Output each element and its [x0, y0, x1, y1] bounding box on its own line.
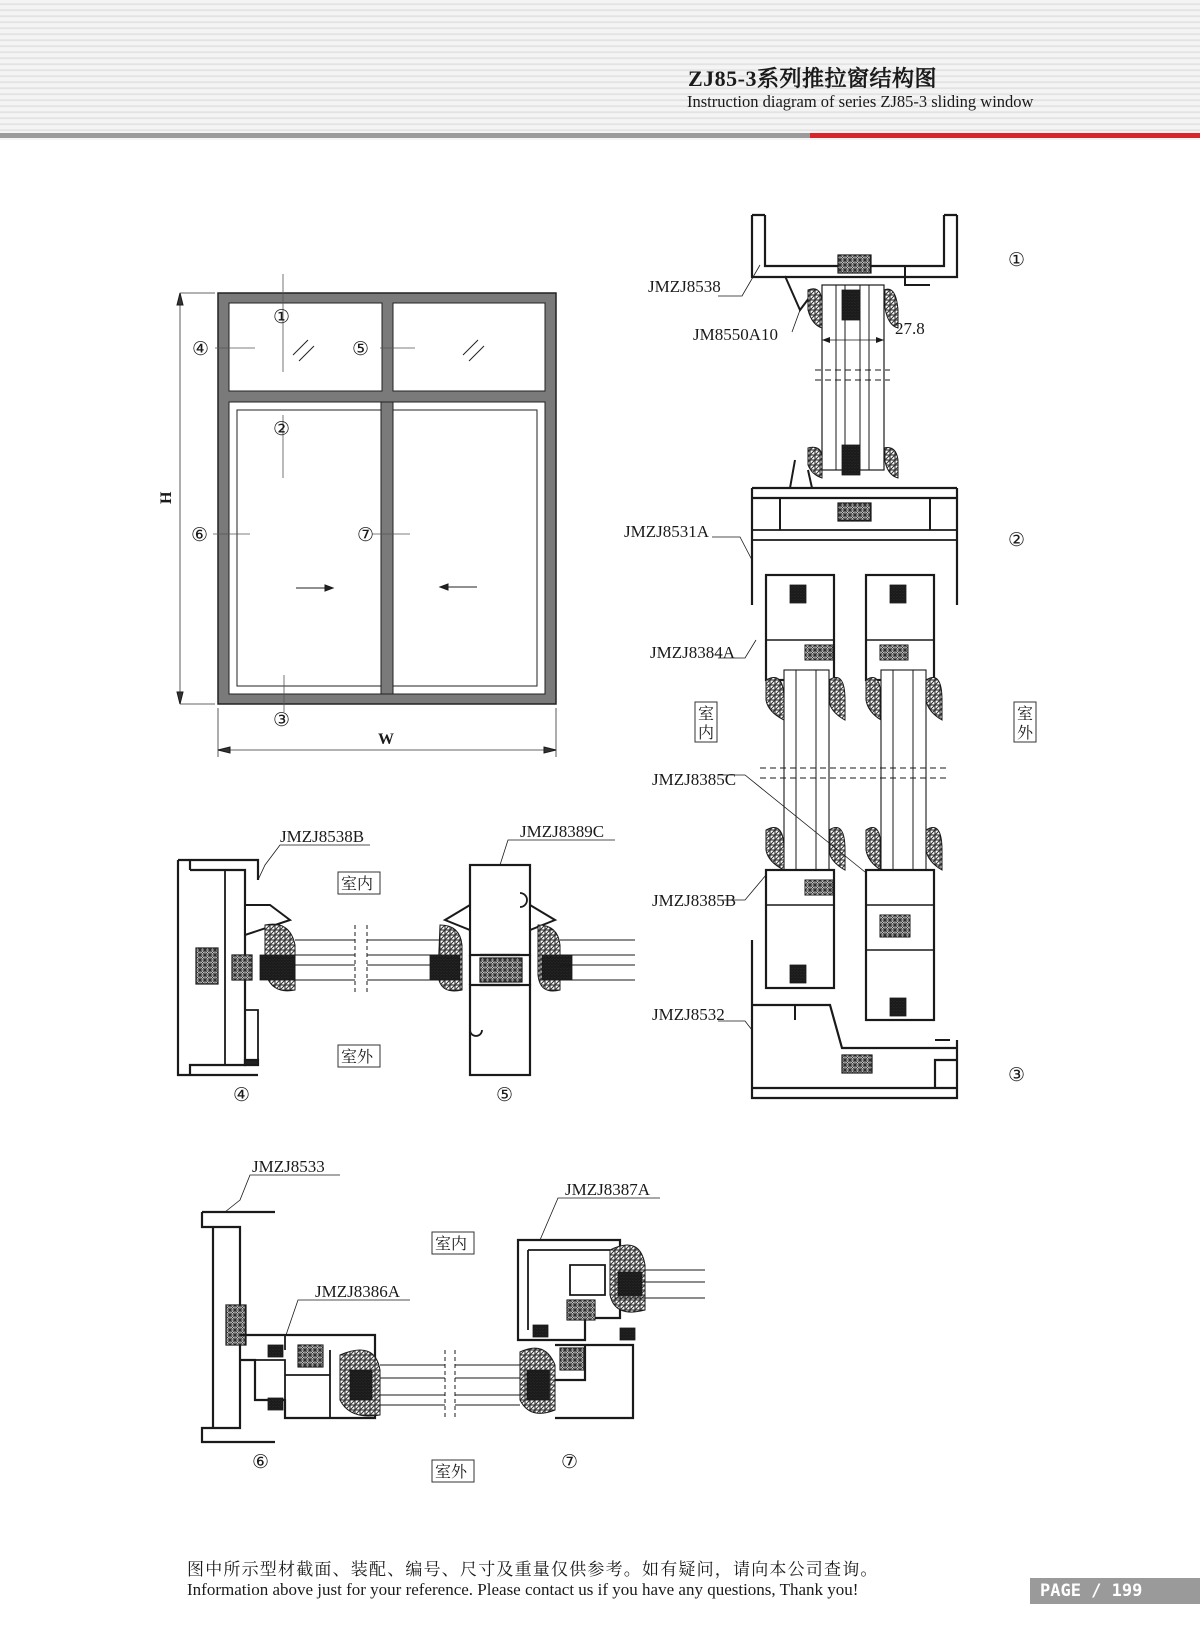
marker-3-section: ③	[1008, 1064, 1026, 1086]
part-label-JMZJ8386A: JMZJ8386A	[315, 1282, 401, 1301]
indoor-label-section-1-3	[698, 704, 714, 742]
dimension-27-8: 27.8	[895, 319, 925, 338]
marker-4-elevation: ④	[192, 338, 210, 360]
indoor-char-2: 内	[698, 723, 715, 742]
outdoor-char-1: 室	[1017, 704, 1034, 723]
footer-note-cn: 图中所示型材截面、装配、编号、尺寸及重量仅供参考。如有疑问，请向本公司查询。	[187, 1560, 879, 1580]
marker-7-elevation: ⑦	[357, 524, 375, 546]
top-right-pane	[393, 303, 545, 391]
marker-2-section: ②	[1008, 529, 1026, 551]
marker-5-elevation: ⑤	[352, 338, 370, 360]
marker-3-elevation: ③	[273, 709, 291, 731]
outdoor-char-2: 外	[1017, 723, 1034, 742]
page-number-badge: PAGE / 199	[1030, 1578, 1200, 1604]
page-title: ZJ85-3系列推拉窗结构图	[688, 66, 938, 91]
height-label: H	[158, 491, 175, 504]
part-label-JMZJ8387A: JMZJ8387A	[565, 1180, 651, 1199]
marker-4-section: ④	[233, 1084, 251, 1106]
marker-2-elevation: ②	[273, 418, 291, 440]
page-subtitle: Instruction diagram of series ZJ85-3 sliding window	[687, 92, 1034, 111]
section-4-5	[178, 840, 635, 1075]
marker-1-elevation: ①	[273, 306, 291, 328]
section-1-3	[712, 215, 957, 1098]
part-label-JMZJ8531A: JMZJ8531A	[624, 522, 710, 541]
part-label-JMZJ8538B: JMZJ8538B	[280, 827, 365, 846]
part-label-JMZJ8384A: JMZJ8384A	[650, 643, 736, 662]
outdoor-label-section-1-3	[1017, 704, 1034, 742]
marker-7-section: ⑦	[561, 1451, 579, 1473]
outdoor-label-section-6-7: 室外	[435, 1462, 468, 1481]
interlock	[381, 402, 393, 694]
footer-note-en: Information above just for your reference. Please contact us if you have any questions, Thank you!	[187, 1580, 859, 1599]
part-label-JMZJ8385C: JMZJ8385C	[652, 770, 737, 789]
indoor-label-section-6-7: 室内	[435, 1234, 468, 1253]
indoor-label-section-4-5: 室内	[341, 874, 374, 893]
marker-6-section: ⑥	[252, 1451, 270, 1473]
marker-6-elevation: ⑥	[191, 524, 209, 546]
part-label-JMZJ8532: JMZJ8532	[652, 1005, 725, 1024]
part-label-JMZJ8385B: JMZJ8385B	[652, 891, 737, 910]
part-label-JMZJ8538: JMZJ8538	[648, 277, 721, 296]
marker-1-section: ①	[1008, 249, 1026, 271]
part-label-JMZJ8533: JMZJ8533	[252, 1157, 325, 1176]
width-label: W	[378, 731, 394, 748]
marker-5-section: ⑤	[496, 1084, 514, 1106]
part-label-JM8550A10: JM8550A10	[693, 325, 779, 344]
part-label-JMZJ8389C: JMZJ8389C	[520, 822, 605, 841]
section-6-7	[202, 1175, 705, 1442]
indoor-char-1: 室	[698, 704, 715, 723]
outdoor-label-section-4-5: 室外	[341, 1047, 374, 1066]
